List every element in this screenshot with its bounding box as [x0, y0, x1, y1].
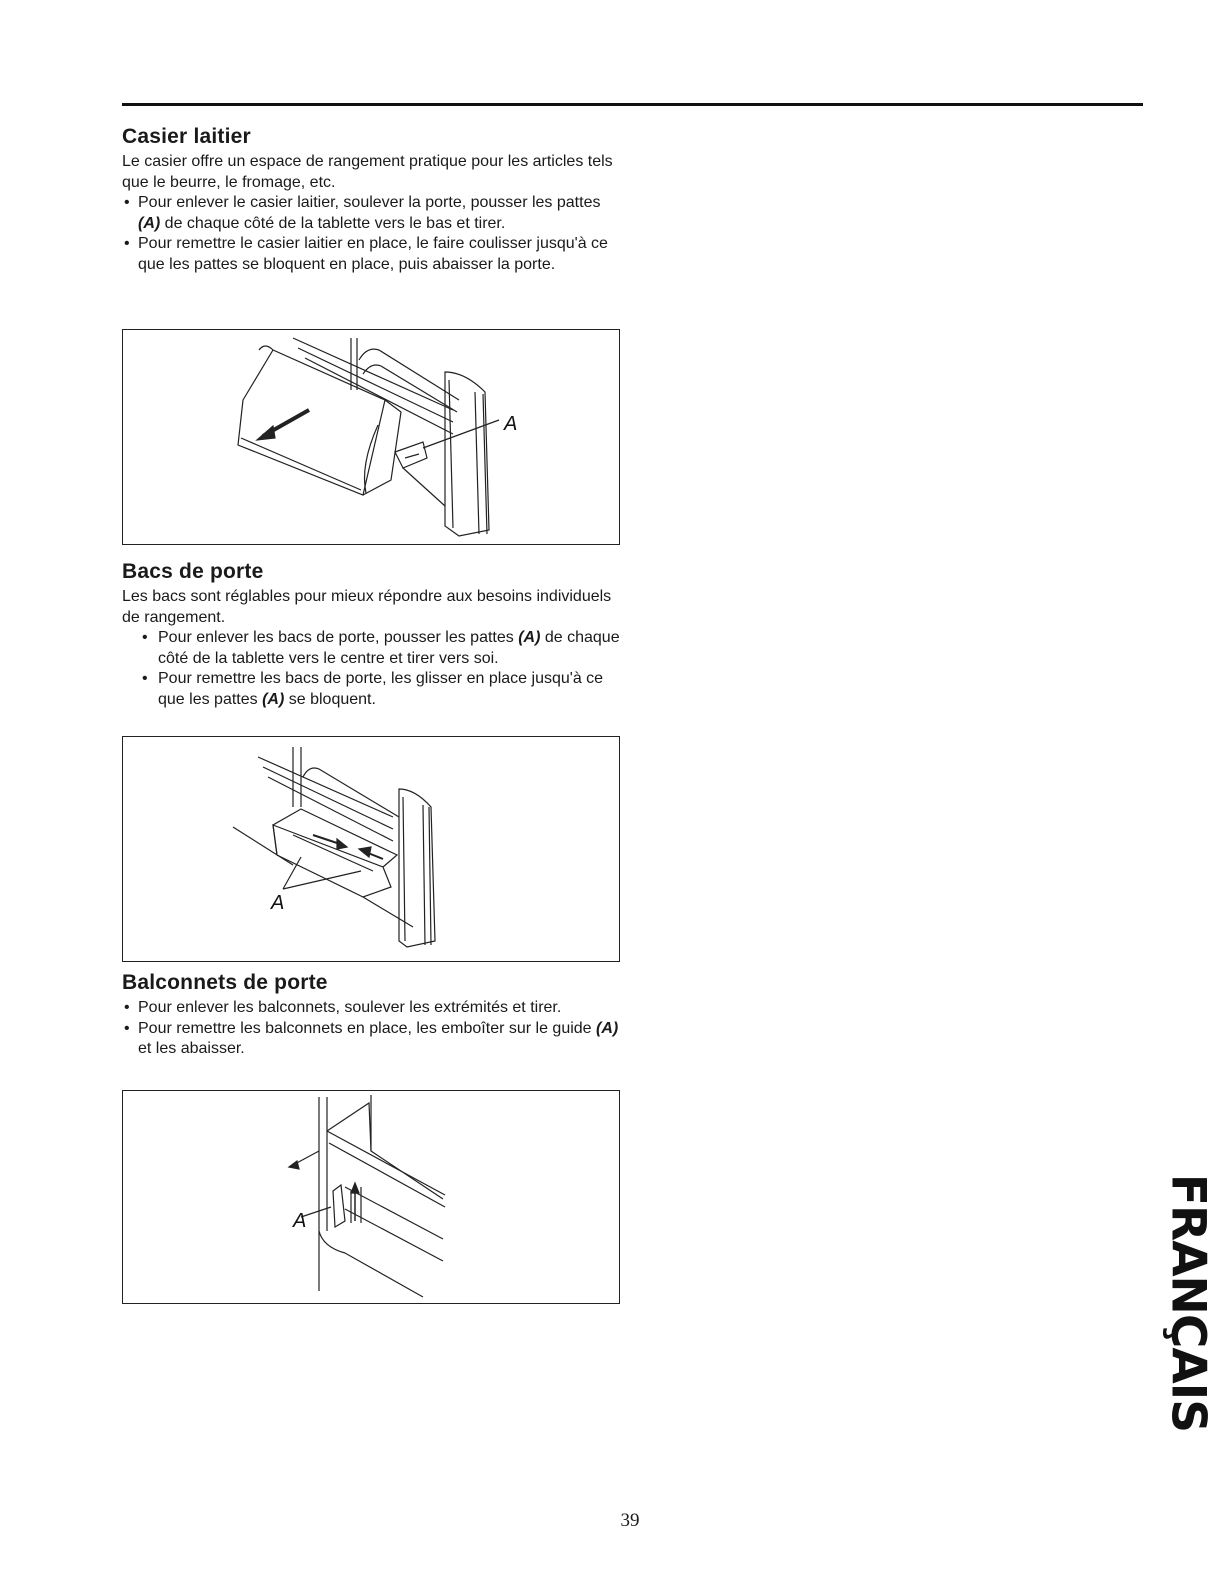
figure-label: A [271, 892, 285, 914]
list-item [122, 234, 622, 275]
list-item-text: Pour enlever le casier laitier, soulever la porte, pousser les pattes [138, 194, 601, 212]
tab-reference: (A) [262, 690, 285, 708]
section-bacs-de-porte [122, 559, 622, 711]
list-item-text: et les abaisser. [138, 1040, 245, 1058]
list-item-text: Pour remettre les bacs de porte, les glisser en place jusqu'à ce que les pattes [158, 670, 604, 708]
list-item [122, 669, 622, 710]
door-bin-illustration [123, 737, 621, 963]
top-rule [122, 103, 1143, 106]
list-item-text: se bloquent. [284, 690, 376, 708]
list-item [122, 1019, 622, 1060]
section-casier-laitier [122, 124, 622, 276]
section-title: Casier laitier [122, 125, 251, 148]
tab-reference: (A) [596, 1019, 619, 1037]
section-intro: Les bacs sont réglables pour mieux répondre aux besoins individuels de rangement. [122, 588, 612, 626]
figure-label: A [293, 1210, 307, 1232]
figure-bacs-de-porte [122, 736, 620, 962]
section-intro: Le casier offre un espace de rangement pratique pour les articles tels que le beurre, le fromage, etc. [122, 153, 613, 191]
language-side-tab [1158, 1168, 1218, 1438]
list-item-text: Pour enlever les bacs de porte, pousser les pattes [158, 629, 519, 647]
list-item-text: Pour remettre les balconnets en place, les emboîter sur le guide [138, 1019, 597, 1037]
door-shelf-illustration [123, 1091, 621, 1305]
list-item [122, 193, 622, 234]
page-number: 39 [620, 1510, 640, 1531]
figure-label: A [504, 413, 518, 435]
list-item-text: Pour enlever les balconnets, soulever les extrémités et tirer. [138, 999, 562, 1016]
tab-reference: (A) [138, 214, 161, 232]
dairy-bin-illustration [123, 330, 621, 546]
section-title: Bacs de porte [122, 560, 264, 583]
figure-casier-laitier [122, 329, 620, 545]
section-title: Balconnets de porte [122, 971, 328, 994]
list-item-text: de chaque côté de la tablette vers le centre et tirer vers soi. [158, 629, 620, 667]
instruction-list [122, 998, 622, 1060]
figure-balconnets-de-porte [122, 1090, 620, 1304]
list-item [122, 998, 622, 1019]
tab-reference: (A) [518, 629, 541, 647]
section-balconnets-de-porte [122, 970, 622, 1060]
list-item-text: de chaque côté de la tablette vers le bas et tirer. [160, 214, 506, 232]
list-item [122, 628, 622, 669]
instruction-list [122, 628, 622, 710]
language-label: FRANÇAIS [1160, 1173, 1216, 1433]
instruction-list [122, 193, 622, 275]
list-item-text: Pour remettre le casier laitier en place, le faire coulisser jusqu'à ce que les pattes se bloquent en place, puis abaisser la porte. [138, 235, 608, 273]
